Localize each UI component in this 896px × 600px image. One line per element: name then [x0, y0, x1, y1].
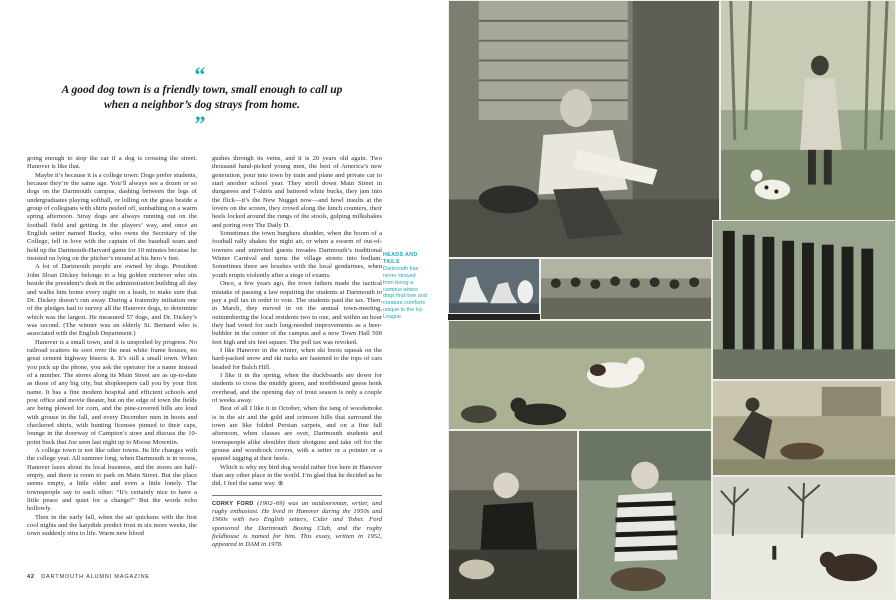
paragraph: Hanover is a small town, and it is unspoiled by progress. No railroad scatters its soot over the neat white frame houses, no great cement highway bisects it. It’s still a small town. When you pick up the phone, you ask the operator for a name instead of a number. The stores along its Main Street are as up-to-date as those of any big city, but shopkeepers call you by your first name. It has a fine modern hospital and efficient schools and post office and movie theater, but on the edge of town the fields are being plowed for corn, and the pine-covered hills are loud with grouse in the fall, and every December men in boots and checkered shirts, with hunting licenses pinned to their caps, lounge in the doorway of Campion’s store and discuss the 10-point buck that Joe seen last night up to Moose Mowntin. — [27, 338, 197, 446]
body-column-1 — [27, 155, 197, 539]
paragraph: I like it in the spring, when the duckboards are down for students to cross the muddy green, and northbound geese honk overhead, and the opening day of trout season is only a couple of weeks away. — [212, 371, 382, 404]
photo-snowy-campus — [712, 476, 896, 600]
photo-man-with-dog-on-lawn — [712, 380, 896, 476]
paragraph: A lot of Dartmouth people are owned by dogs. President John Sloan Dickey belongs to a big golden retriever who sits beside the president’s desk in the administration building all day and walks him home every night on a leash, to make sure that Dr. Dickey doesn’t run away. During a fraternity initiation one of the pledges had to survey all the Hanover dogs, to determine which was the largest. He measured 57 dogs, and Dr. Dickey’s was second. (The winner was an elderly St. Bernard who is associated with the English Department.) — [27, 263, 197, 338]
paragraph: Sometimes the town burghers shudder, when the boom of a football rally shakes the night air, or when a swarm of out-of-towners and uninvited guests invades Dartmouth’s traditional Winter Carnival and turns the village streets into bedlam. Sometimes there are brushes with the local gendarmes, when youth erupts violently after a siege of exams. — [212, 230, 382, 279]
photo-field-dogs — [448, 320, 712, 430]
page-number: 42 — [27, 574, 35, 580]
close-quote-mark: ” — [194, 111, 206, 136]
photo-man-at-desk-with-dog — [448, 430, 578, 600]
photo-man-reading-with-dog — [448, 0, 720, 258]
photo-referee-with-dog — [578, 430, 712, 600]
page-footer — [27, 574, 150, 580]
open-quote-mark: “ — [194, 62, 206, 87]
photo-caption — [383, 252, 427, 321]
paragraph: Once, a few years ago, the town fathers made the tactical mistake of passing a law requiring the students at Dartmouth to pay a poll tax in order to vote. The students paid the tax. Then, in March, they moved in on the annual town-meeting, outnumbering the local residents two to one, and within an hour they had voted for such long-needed improvements as a beer-bubbler in the center of the campus and a new Town Hall 500 feet high and six feet square. The poll tax was revoked. — [212, 280, 382, 346]
pull-quote: A good dog town is a friendly town, small enough to call up when a neighbor’s dog strays from home. — [61, 84, 343, 111]
photo-dog-statues — [448, 258, 540, 314]
paragraph: Maybe it’s because it is a college town: Dogs prefer students, because they’re the same age. You’ll always see a dozen or so dogs on the Dartmouth campus, dashing between the legs of undergraduates playing softball, or lolling on the grass beside a group of collegians with shirts peeled off, sunbathing on a warm spring afternoon. Stray dogs are always running out on the football field and getting in the players’ way, and once an English setter named Bucky, who owns the Secretary of the College, fell in love with the captain of the baseball team and held up the Dartmouth-Harvard game for 10 minutes because he insisted on lying on the pitcher’s mound at his hero’s feet. — [27, 171, 197, 263]
paragraph: gushes through its veins, and it is 20 years old again. Two thousand hand-picked young men, the best of America’s new generation, pour into town by train and plane and private car to start another school year. They stroll down Main Street in dungarees and T-shirts and battered white bucks, they jam into the flick—it’s the New Nugget now—and howl insults at the lovers on the screen, they crowd along the lunch counters, their heels locked around the rungs of the stools, gulping milkshakes and poring over The Daily D. — [212, 155, 382, 229]
author-name: CORKY FORD — [212, 500, 254, 507]
author-bio-text: (1902–69) was an outdoorsman, writer, and rugby enthusiast. He lived in Hanover during the 1950s and 1960s with two English setters, Cider and Tober. Ford sponsored the Dartmouth Boxing Club, and the rugby fieldhouse is named for him. This essay, written in 1952, appeared in DAM in 1978. — [212, 499, 382, 549]
body-column-2 — [212, 155, 382, 550]
paragraph: I like Hanover in the winter, when ski boots squeak on the hard-packed snow and ski racks are fastened to the tops of cars headed for Balch Hill. — [212, 346, 382, 371]
paragraph: Then in the early fall, when the air quickens with the first cool nights and the katydids predict frost in six more weeks, the town suddenly stirs to life. Warm new blood — [27, 513, 197, 538]
caption-heading: HEADS AND TAILS — [383, 252, 418, 265]
publication-name: DARTMOUTH ALUMNI MAGAZINE — [41, 574, 150, 580]
photo-crowd-with-dogs — [540, 258, 712, 320]
caption-text: Dartmouth has never strayed from being a campus where dogs find love and creature comforts unique to the Ivy League. — [383, 265, 427, 321]
photo-line-of-people — [712, 220, 896, 380]
photo-collage — [448, 0, 896, 600]
paragraph: Which is why my bird dog would rather live here in Hanover than any other place in the world. I’m glad that he decided as he did, I feel the same way. ⊕ — [212, 463, 382, 488]
paragraph: going enough to stop the car if a dog is crossing the street. Hanover is like that. — [27, 155, 197, 171]
paragraph: A college town is not like other towns. Its life changes with the college year. All summer long, when Dartmouth is in recess, Hanover lazes about its local business, and the stores are half-empty, and there is room to park on Main Street. But the place seems empty, a little older and even a little lonely. The townspeople say to each other: “It’s certainly nice to have a little peace and quiet for a change!” But the words echo hollowly. — [27, 447, 197, 513]
paragraph: Best of all I like it in October, when the tang of woodsmoke is in the air and the gold and crimson hills that surround the town are like folded Persian carpets, and on a fine fall afternoon, when classes are over, Dartmouth students and townspeople alike shoulder their shotguns and take off for the grouse and woodcock covers, with a setter or a pointer or a spaniel tagging at their heels. — [212, 405, 382, 463]
author-bio — [212, 495, 382, 550]
